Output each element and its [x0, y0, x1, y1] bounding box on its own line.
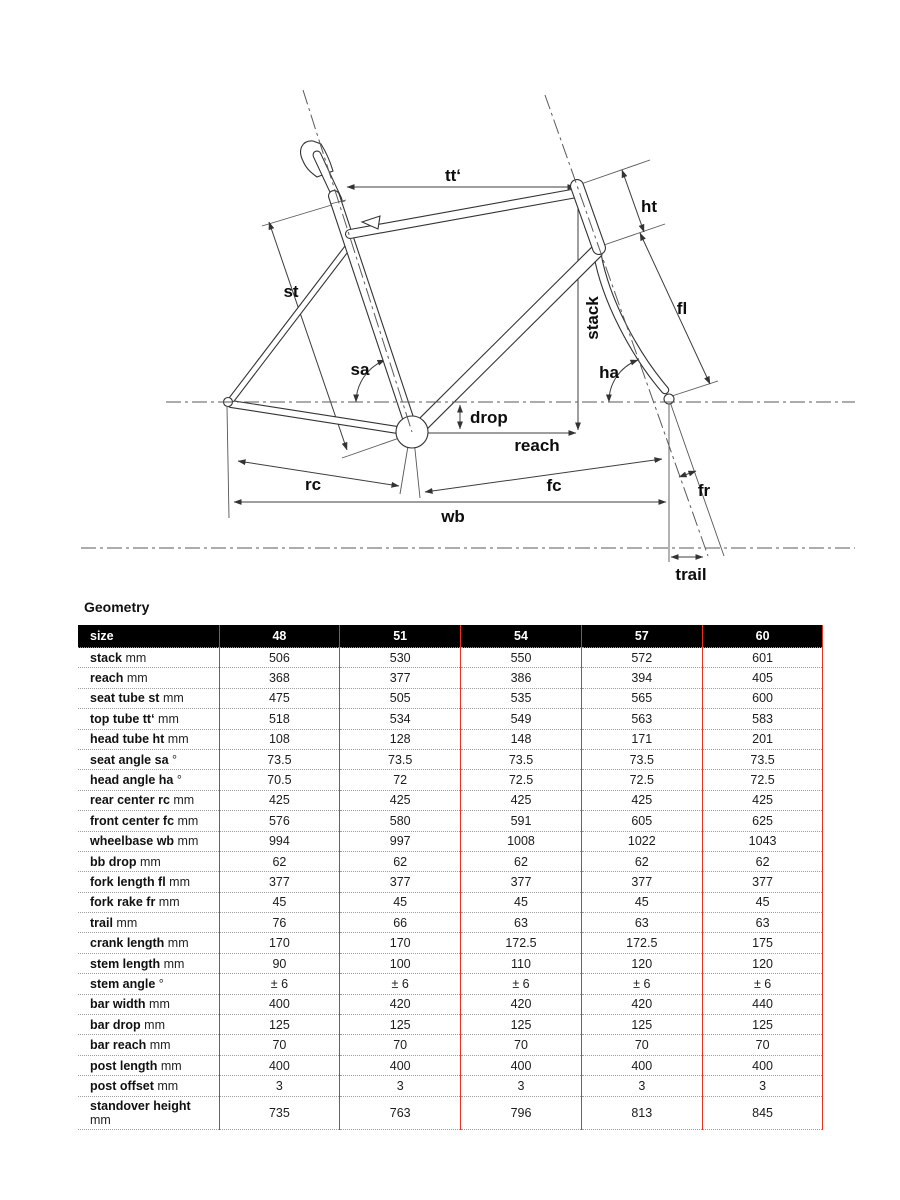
value-cell: 377	[340, 668, 461, 688]
value-cell: 70	[219, 1035, 340, 1055]
label-drop: drop	[470, 408, 508, 427]
value-cell: 400	[219, 994, 340, 1014]
table-row	[78, 892, 823, 912]
value-cell: 72.5	[581, 770, 702, 790]
value-cell: 72.5	[461, 770, 582, 790]
value-cell: 3	[219, 1076, 340, 1096]
value-cell: 475	[219, 688, 340, 708]
value-cell: 583	[702, 709, 823, 729]
value-cell: 170	[219, 933, 340, 953]
value-cell: 796	[461, 1096, 582, 1129]
value-cell: 405	[702, 668, 823, 688]
row-label-cell: stem length mm	[78, 953, 219, 973]
row-label-cell: reach mm	[78, 668, 219, 688]
value-cell: 70	[581, 1035, 702, 1055]
value-cell: 550	[461, 648, 582, 668]
row-label-cell: post offset mm	[78, 1076, 219, 1096]
value-cell: 591	[461, 811, 582, 831]
table-header-row	[78, 625, 823, 648]
value-cell: 1043	[702, 831, 823, 851]
value-cell: ± 6	[219, 974, 340, 994]
value-cell: 170	[340, 933, 461, 953]
row-label-cell: stem angle °	[78, 974, 219, 994]
label-fc: fc	[546, 476, 562, 495]
row-label-cell: front center fc mm	[78, 811, 219, 831]
value-cell: 377	[340, 872, 461, 892]
row-label-cell: bb drop mm	[78, 851, 219, 871]
value-cell: 172.5	[461, 933, 582, 953]
value-cell: 73.5	[702, 749, 823, 769]
value-cell: 549	[461, 709, 582, 729]
table-row	[78, 831, 823, 851]
table-row	[78, 1055, 823, 1075]
value-cell: 994	[219, 831, 340, 851]
value-cell: ± 6	[702, 974, 823, 994]
fc-dimension	[425, 459, 662, 492]
fl-dimension	[640, 233, 710, 384]
value-cell: 425	[461, 790, 582, 810]
value-cell: 125	[702, 1015, 823, 1035]
value-cell: 125	[340, 1015, 461, 1035]
value-cell: 66	[340, 913, 461, 933]
value-cell: 120	[702, 953, 823, 973]
value-cell: 62	[340, 851, 461, 871]
value-cell: 70	[702, 1035, 823, 1055]
label-fr: fr	[697, 481, 711, 500]
value-cell: 72.5	[702, 770, 823, 790]
value-cell: 70	[340, 1035, 461, 1055]
value-cell: 62	[461, 851, 582, 871]
row-label-cell: post length mm	[78, 1055, 219, 1075]
table-row	[78, 1096, 823, 1129]
value-cell: 100	[340, 953, 461, 973]
value-cell: ± 6	[581, 974, 702, 994]
value-cell: 605	[581, 811, 702, 831]
label-rc: rc	[304, 475, 322, 494]
value-cell: 845	[702, 1096, 823, 1129]
value-cell: 1022	[581, 831, 702, 851]
steering-axis	[545, 95, 708, 556]
value-cell: 73.5	[461, 749, 582, 769]
value-cell: 530	[340, 648, 461, 668]
value-cell: 425	[219, 790, 340, 810]
value-cell: 386	[461, 668, 582, 688]
table-row	[78, 851, 823, 871]
label-wb: wb	[441, 507, 465, 526]
value-cell: 518	[219, 709, 340, 729]
value-cell: 63	[461, 913, 582, 933]
row-label-cell: head tube ht mm	[78, 729, 219, 749]
table-row	[78, 953, 823, 973]
label-reach: reach	[514, 436, 560, 455]
value-cell: 70	[461, 1035, 582, 1055]
value-cell: 735	[219, 1096, 340, 1129]
value-cell: 201	[702, 729, 823, 749]
row-label-cell: wheelbase wb mm	[78, 831, 219, 851]
geometry-table	[78, 625, 823, 1130]
value-cell: 394	[581, 668, 702, 688]
value-cell: 420	[581, 994, 702, 1014]
value-cell: 73.5	[340, 749, 461, 769]
value-cell: 171	[581, 729, 702, 749]
table-row	[78, 729, 823, 749]
value-cell: 120	[581, 953, 702, 973]
row-label-cell: head angle ha °	[78, 770, 219, 790]
row-label-cell: rear center rc mm	[78, 790, 219, 810]
value-cell: 580	[340, 811, 461, 831]
value-cell: 572	[581, 648, 702, 668]
value-cell: 172.5	[581, 933, 702, 953]
row-label-cell: bar reach mm	[78, 1035, 219, 1055]
value-cell: 377	[702, 872, 823, 892]
value-cell: 125	[461, 1015, 582, 1035]
value-cell: 377	[219, 872, 340, 892]
value-cell: 45	[702, 892, 823, 912]
value-cell: 506	[219, 648, 340, 668]
value-cell: 565	[581, 688, 702, 708]
row-label-cell: standover height mm	[78, 1096, 219, 1129]
row-label-cell: seat tube st mm	[78, 688, 219, 708]
value-cell: 400	[581, 1055, 702, 1075]
label-stack: stack	[583, 296, 602, 340]
value-cell: 377	[581, 872, 702, 892]
geometry-table-body	[78, 648, 823, 1130]
size-col-57: 57	[581, 625, 702, 648]
value-cell: 534	[340, 709, 461, 729]
value-cell: 45	[340, 892, 461, 912]
table-row	[78, 974, 823, 994]
value-cell: 505	[340, 688, 461, 708]
value-cell: 62	[581, 851, 702, 871]
value-cell: 997	[340, 831, 461, 851]
value-cell: 128	[340, 729, 461, 749]
value-cell: 3	[702, 1076, 823, 1096]
value-cell: 400	[340, 1055, 461, 1075]
table-row	[78, 770, 823, 790]
value-cell: ± 6	[340, 974, 461, 994]
value-cell: 425	[581, 790, 702, 810]
value-cell: 72	[340, 770, 461, 790]
table-row	[78, 648, 823, 668]
value-cell: 108	[219, 729, 340, 749]
value-cell: 73.5	[219, 749, 340, 769]
geometry-title: Geometry	[84, 599, 150, 615]
value-cell: 535	[461, 688, 582, 708]
value-cell: 576	[219, 811, 340, 831]
value-cell: 377	[461, 872, 582, 892]
value-cell: 625	[702, 811, 823, 831]
row-label-cell: bar drop mm	[78, 1015, 219, 1035]
table-row	[78, 709, 823, 729]
value-cell: 1008	[461, 831, 582, 851]
value-cell: 45	[461, 892, 582, 912]
value-cell: 148	[461, 729, 582, 749]
table-row	[78, 1035, 823, 1055]
value-cell: 563	[581, 709, 702, 729]
table-row	[78, 668, 823, 688]
value-cell: 76	[219, 913, 340, 933]
value-cell: 70.5	[219, 770, 340, 790]
value-cell: 3	[340, 1076, 461, 1096]
value-cell: 62	[219, 851, 340, 871]
row-label-cell: top tube tt‘ mm	[78, 709, 219, 729]
table-row	[78, 994, 823, 1014]
value-cell: 3	[581, 1076, 702, 1096]
row-label-cell: stack mm	[78, 648, 219, 668]
label-ht: ht	[640, 197, 658, 216]
size-header-cell: size	[78, 625, 219, 648]
table-row	[78, 913, 823, 933]
row-label-cell: seat angle sa °	[78, 749, 219, 769]
table-row	[78, 1076, 823, 1096]
size-col-60: 60	[702, 625, 823, 648]
value-cell: 601	[702, 648, 823, 668]
value-cell: 3	[461, 1076, 582, 1096]
label-fl: fl	[676, 299, 688, 318]
table-row	[78, 872, 823, 892]
value-cell: 63	[581, 913, 702, 933]
value-cell: 420	[461, 994, 582, 1014]
label-st: st	[283, 282, 299, 301]
value-cell: 63	[702, 913, 823, 933]
fr-dimension	[679, 471, 696, 477]
value-cell: 45	[219, 892, 340, 912]
table-row	[78, 688, 823, 708]
value-cell: 175	[702, 933, 823, 953]
value-cell: 813	[581, 1096, 702, 1129]
label-ha: ha	[599, 363, 619, 382]
value-cell: 125	[219, 1015, 340, 1035]
table-row	[78, 933, 823, 953]
bike-geometry-diagram	[0, 0, 900, 595]
value-cell: 62	[702, 851, 823, 871]
value-cell: 110	[461, 953, 582, 973]
size-col-48: 48	[219, 625, 340, 648]
value-cell: 400	[702, 1055, 823, 1075]
label-tt: tt‘	[444, 166, 462, 185]
value-cell: 425	[702, 790, 823, 810]
row-label-cell: fork length fl mm	[78, 872, 219, 892]
value-cell: 400	[461, 1055, 582, 1075]
value-cell: 600	[702, 688, 823, 708]
label-sa: sa	[350, 360, 370, 379]
row-label-cell: fork rake fr mm	[78, 892, 219, 912]
value-cell: 45	[581, 892, 702, 912]
dimension-lines	[234, 170, 710, 557]
value-cell: ± 6	[461, 974, 582, 994]
row-label-cell: trail mm	[78, 913, 219, 933]
value-cell: 763	[340, 1096, 461, 1129]
value-cell: 425	[340, 790, 461, 810]
frame-drawing	[0, 0, 900, 595]
value-cell: 73.5	[581, 749, 702, 769]
size-col-51: 51	[340, 625, 461, 648]
value-cell: 420	[340, 994, 461, 1014]
table-row	[78, 1015, 823, 1035]
value-cell: 440	[702, 994, 823, 1014]
size-col-54: 54	[461, 625, 582, 648]
value-cell: 90	[219, 953, 340, 973]
table-row	[78, 790, 823, 810]
value-cell: 125	[581, 1015, 702, 1035]
row-label-cell: crank length mm	[78, 933, 219, 953]
table-row	[78, 749, 823, 769]
value-cell: 400	[219, 1055, 340, 1075]
label-trail: trail	[675, 565, 707, 584]
value-cell: 368	[219, 668, 340, 688]
row-label-cell: bar width mm	[78, 994, 219, 1014]
table-row	[78, 811, 823, 831]
